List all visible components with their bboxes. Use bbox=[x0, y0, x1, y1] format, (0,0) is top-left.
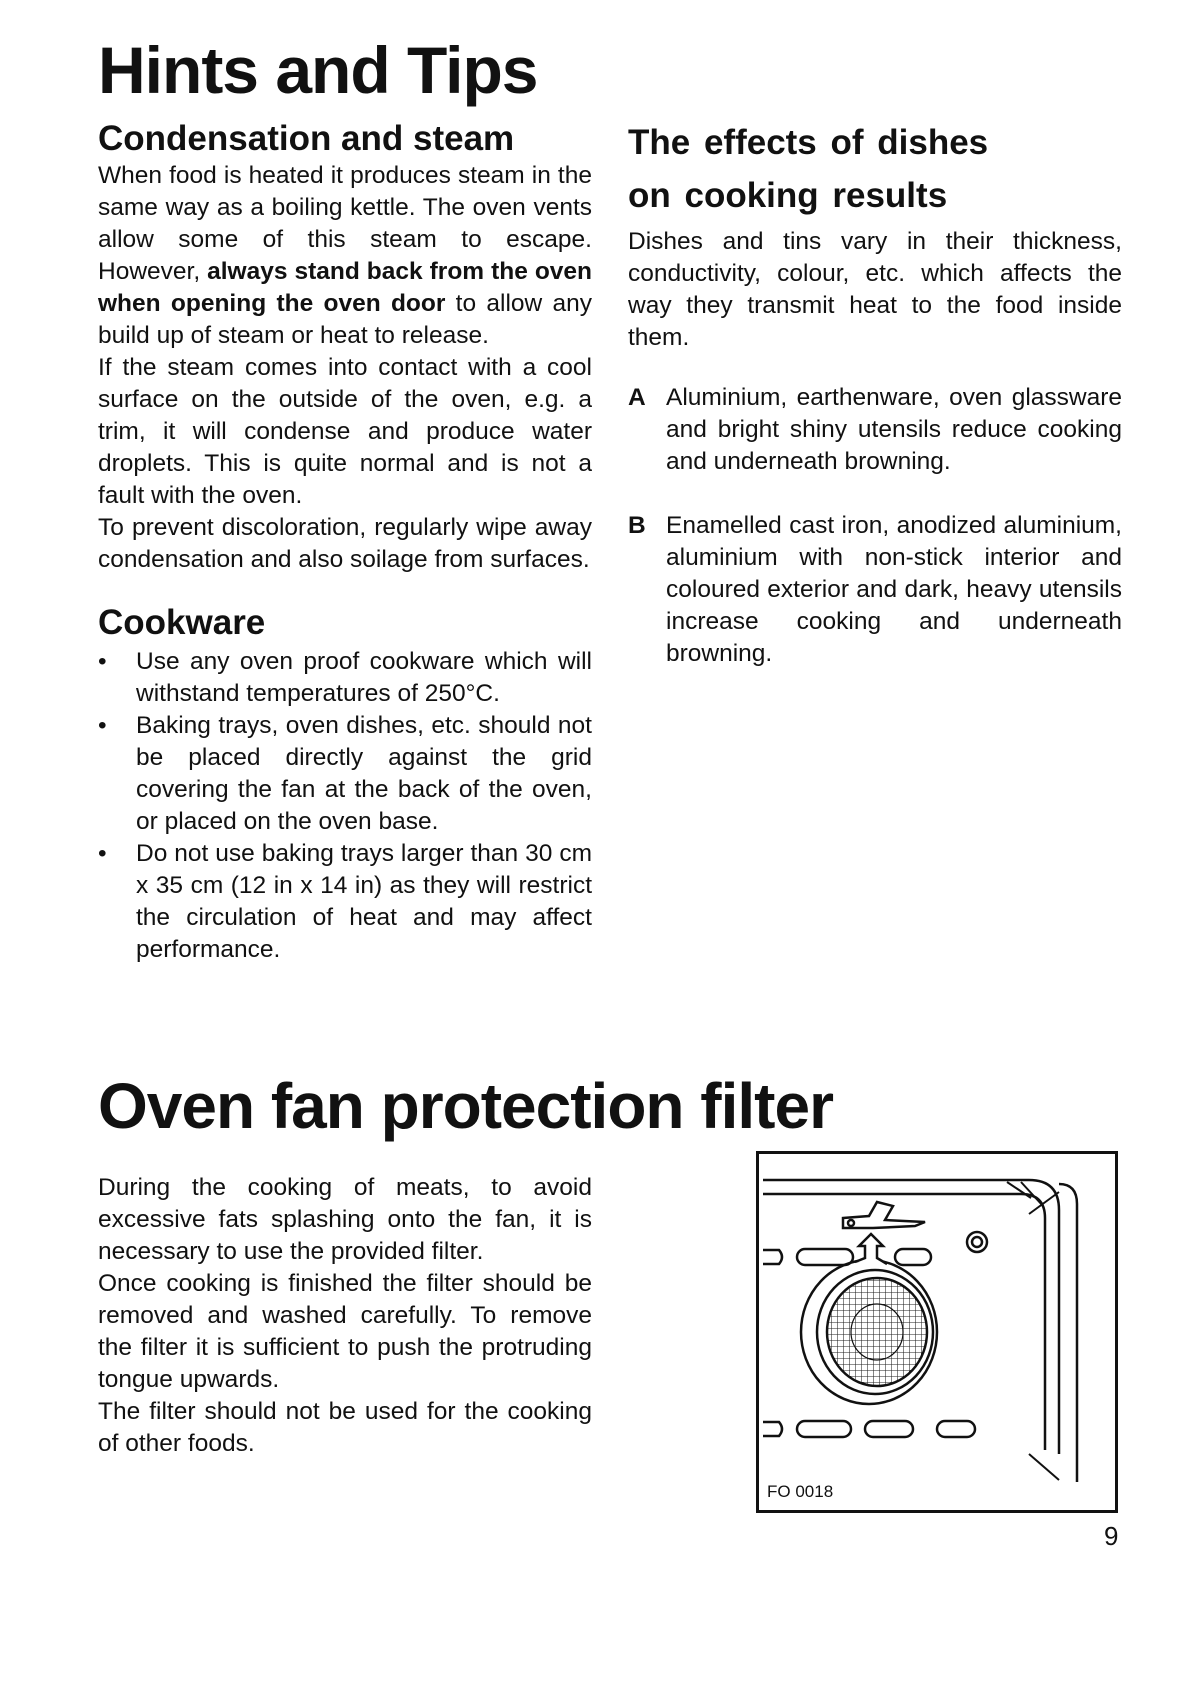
effects-list bbox=[628, 382, 1122, 670]
filter-paragraph-3: The filter should not be used for the cooking of other foods. bbox=[98, 1398, 592, 1457]
right-column bbox=[628, 116, 1122, 702]
vent-slot bbox=[797, 1421, 851, 1437]
screw bbox=[967, 1232, 987, 1252]
effects-item-a bbox=[628, 382, 1122, 478]
cookware-heading: Cookware bbox=[98, 603, 266, 642]
item-letter: A bbox=[628, 384, 646, 411]
effects-item-b bbox=[628, 510, 1122, 670]
filter-paragraph-2: Once cooking is finished the filter should be removed and washed carefully. To remove the filter it is sufficient to push the protruding tongue upwards. bbox=[98, 1270, 592, 1393]
page-title: Hints and Tips bbox=[98, 33, 538, 107]
effects-intro: Dishes and tins vary in their thickness, conductivity, colour, etc. which affects the way they transmit heat to the food inside them. bbox=[628, 228, 1122, 351]
vent-slot bbox=[763, 1422, 782, 1436]
condensation-paragraph-1 bbox=[98, 160, 592, 352]
condensation-paragraph-2: If the steam comes into contact with a cool surface on the outside of the oven, e.g. a trim, it will condense and produce water droplets. This is quite normal and is not a fault with the oven. bbox=[98, 354, 592, 509]
cookware-list bbox=[98, 646, 592, 966]
oven-interior-drawing bbox=[759, 1154, 1115, 1510]
filter-title: Oven fan protection filter bbox=[98, 1070, 833, 1142]
effects-heading-line-1: The effects of dishes bbox=[628, 123, 989, 162]
page-number: 9 bbox=[1104, 1521, 1119, 1551]
filter-paragraph-1: During the cooking of meats, to avoid excessive fats splashing onto the fan, it is necessary to use the provided filter. bbox=[98, 1174, 592, 1265]
item-letter: B bbox=[628, 512, 646, 539]
effects-heading bbox=[628, 116, 1122, 222]
vent-slot bbox=[895, 1249, 931, 1265]
effects-heading-line-2: on cooking results bbox=[628, 176, 948, 215]
vent-slot bbox=[797, 1249, 853, 1265]
filter-hook bbox=[843, 1202, 925, 1228]
condensation-heading: Condensation and steam bbox=[98, 119, 515, 158]
filter-text bbox=[98, 1172, 592, 1460]
cookware-item: • Do not use baking trays larger than 30 cm x 35 cm (12 in x 14 in) as they will restrict the circulation of heat and may affect performance. bbox=[98, 838, 592, 966]
vent-slot bbox=[763, 1250, 782, 1264]
filter-tongue-arrow bbox=[855, 1234, 887, 1264]
item-text: Enamelled cast iron, anodized aluminium, aluminium with non-stick interior and coloured exterior and dark, heavy utensils increase cooking and underneath browning. bbox=[666, 512, 1122, 667]
cookware-item: • Use any oven proof cookware which will withstand temperatures of 250°C. bbox=[98, 646, 592, 710]
condensation-p1-start: When food is heated it produces steam in the same way as a boiling kettle. The oven vents allow some of this steam to escape. However, bbox=[98, 162, 592, 285]
vent-slot bbox=[865, 1421, 913, 1437]
condensation-warning: always stand back from the oven when opening the oven door bbox=[98, 258, 592, 317]
vent-slot bbox=[937, 1421, 975, 1437]
item-text: Aluminium, earthenware, oven glassware and bright shiny utensils reduce cooking and underneath browning. bbox=[666, 384, 1122, 475]
condensation-text bbox=[98, 160, 592, 576]
condensation-paragraph-3: To prevent discoloration, regularly wipe away condensation and also soilage from surfaces. bbox=[98, 514, 592, 573]
condensation-p1-end: to allow any build up of steam or heat to release. bbox=[98, 290, 593, 349]
oven-filter-illustration bbox=[756, 1151, 1118, 1513]
left-column bbox=[98, 118, 592, 966]
cookware-item: • Baking trays, oven dishes, etc. should not be placed directly against the grid covering the fan at the back of the oven, or placed on the oven base. bbox=[98, 710, 592, 838]
filter-mesh bbox=[827, 1278, 927, 1386]
figure-code: FO 0018 bbox=[767, 1482, 834, 1501]
